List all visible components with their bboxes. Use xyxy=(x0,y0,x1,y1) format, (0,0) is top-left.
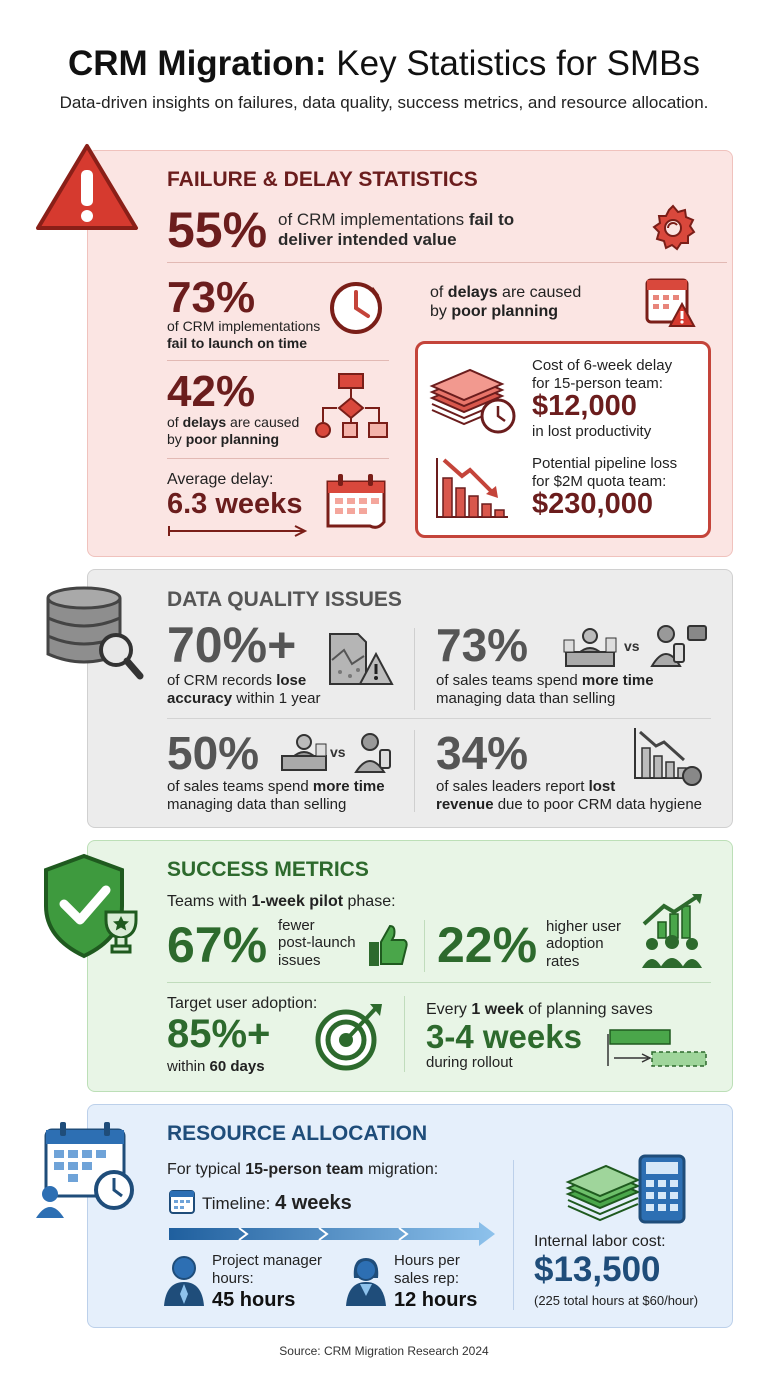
stat-67-value: 67% xyxy=(167,917,268,973)
failure-heading: FAILURE & DELAY STATISTICS xyxy=(167,168,478,191)
manager-icon xyxy=(162,1254,206,1308)
stat-50-value: 50% xyxy=(167,727,260,779)
vs-label-1: vs xyxy=(624,638,640,654)
page-subtitle: Data-driven insights on failures, data quality, success metrics, and resource allocation. xyxy=(59,93,709,112)
labor-cost-value: $13,500 xyxy=(534,1250,661,1289)
stat-34-value: 34% xyxy=(436,727,529,779)
stat-55-text: of CRM implementations fail to deliver intended value xyxy=(278,210,515,250)
calendar-small-icon xyxy=(167,1186,197,1216)
stat-67-text: fewer post-launch issues xyxy=(278,917,356,969)
calendar-alert-icon xyxy=(644,274,696,330)
stat-70-text: of CRM records lose accuracy within 1 year xyxy=(167,672,321,707)
calendar-icon xyxy=(322,470,390,532)
cost-delay-label: Cost of 6-week delay for 15-person team: xyxy=(532,357,673,392)
stat-73b-text: of sales teams spend more time managing data than selling xyxy=(436,672,654,707)
pilot-phase-label: Teams with 1-week pilot phase: xyxy=(167,893,396,910)
cost-delay-note: in lost productivity xyxy=(532,423,652,440)
stat-55-value: 55% xyxy=(167,202,268,258)
database-search-icon xyxy=(40,584,144,680)
desk-worker-icon xyxy=(562,624,618,670)
labor-cost-label: Internal labor cost: xyxy=(534,1233,666,1250)
source-note: Source: CRM Migration Research 2024 xyxy=(279,1344,489,1358)
stat-delays-text: of delays are caused by poor planning xyxy=(430,284,582,321)
migration-intro: For typical 15-person team migration: xyxy=(167,1161,439,1178)
planning-saves-value: 3-4 weeks xyxy=(426,1018,582,1055)
declining-chart-icon xyxy=(632,726,702,788)
pipeline-loss-label: Potential pipeline loss for $2M quota team: xyxy=(532,455,678,490)
thumbs-up-icon xyxy=(366,922,410,968)
mobile-worker-icon xyxy=(352,728,400,774)
stat-70-value: 70%+ xyxy=(167,617,297,673)
mobile-worker-icon xyxy=(648,620,708,668)
stat-34-text: of sales leaders report lost revenue due to poor CRM data hygiene xyxy=(436,778,703,813)
vs-label-2: vs xyxy=(330,744,346,760)
target-icon xyxy=(314,1000,386,1072)
average-delay-label: Average delay: xyxy=(167,471,274,488)
planning-saves-note: during rollout xyxy=(426,1054,513,1071)
arrow-icon xyxy=(167,524,309,538)
declining-chart-icon xyxy=(434,456,510,520)
shield-check-trophy-icon xyxy=(40,852,144,964)
timeline-bar-icon xyxy=(606,1026,710,1072)
labor-cost-note: (225 total hours at $60/hour) xyxy=(534,1293,699,1308)
sales-rep-icon xyxy=(344,1254,388,1308)
stat-73-text: of CRM implementations fail to launch on time xyxy=(167,318,321,351)
average-delay-value: 6.3 weeks xyxy=(167,488,303,520)
data-quality-heading: DATA QUALITY ISSUES xyxy=(167,588,402,611)
pm-hours-value: 45 hours xyxy=(212,1289,296,1311)
stat-73b-value: 73% xyxy=(436,619,529,671)
flowchart-icon xyxy=(313,372,389,444)
success-heading: SUCCESS METRICS xyxy=(167,858,369,881)
stat-73-value: 73% xyxy=(167,273,256,322)
page-title: CRM Migration: Key Statistics for SMBs xyxy=(67,44,701,83)
clock-icon xyxy=(328,280,384,336)
stat-42-value: 42% xyxy=(167,367,256,416)
planning-saves-label: Every 1 week of planning saves xyxy=(426,1001,653,1018)
resource-heading: RESOURCE ALLOCATION xyxy=(167,1122,428,1145)
timeline-arrow-icon xyxy=(167,1222,497,1246)
money-stack-icon xyxy=(428,358,520,436)
rep-hours-label: Hours per sales rep: xyxy=(394,1252,460,1287)
target-adoption-value: 85%+ xyxy=(167,1012,271,1056)
money-calculator-icon xyxy=(562,1150,690,1226)
stat-50-text: of sales teams spend more time managing data than selling xyxy=(167,778,385,813)
pipeline-loss-value: $230,000 xyxy=(532,488,653,520)
broken-gear-icon xyxy=(648,203,698,253)
warning-icon xyxy=(32,140,142,235)
calendar-clock-icon xyxy=(34,1120,138,1220)
rep-hours-value: 12 hours xyxy=(394,1289,478,1311)
stat-22-value: 22% xyxy=(437,917,538,973)
cost-delay-value: $12,000 xyxy=(532,390,637,422)
user-growth-icon xyxy=(638,892,708,970)
target-adoption-note: within 60 days xyxy=(167,1058,265,1075)
corrupted-document-icon xyxy=(326,630,394,690)
target-adoption-label: Target user adoption: xyxy=(167,995,318,1012)
timeline: Timeline: 4 weeks xyxy=(202,1192,352,1214)
desk-worker-icon xyxy=(278,730,330,774)
pm-hours-label: Project manager hours: xyxy=(212,1252,323,1287)
stat-42-text: of delays are caused by poor planning xyxy=(167,414,300,447)
stat-22-text: higher user adoption rates xyxy=(546,918,622,970)
